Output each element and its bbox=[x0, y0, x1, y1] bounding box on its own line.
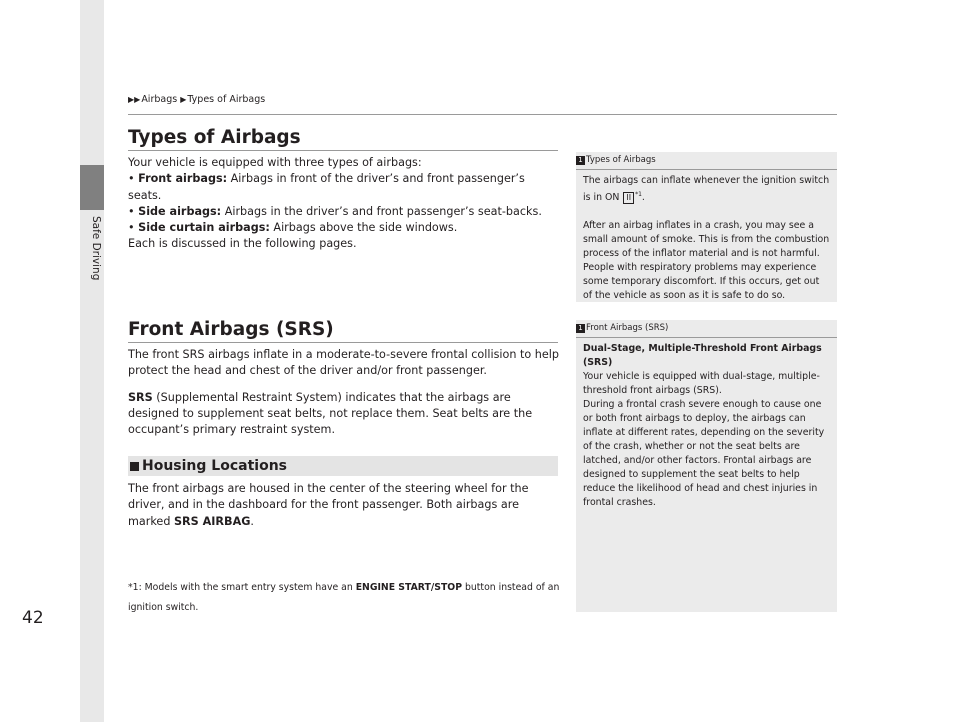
note-front-airbags bbox=[576, 320, 837, 612]
note1-number-icon: 1 bbox=[576, 156, 585, 165]
housing-para bbox=[128, 481, 560, 530]
bullet-side-text: Airbags in the driver’s and front passenger’s seat-backs. bbox=[221, 204, 542, 218]
bullet-front-text: Airbags in front of the driver’s and front passenger’s seats. bbox=[128, 172, 525, 202]
note1-rule bbox=[576, 169, 837, 170]
header-rule bbox=[128, 114, 837, 115]
front-para1: The front SRS airbags inflate in a moderate-to-severe frontal collision to help protect the head and chest of the driver and/or front passenger. bbox=[128, 348, 559, 378]
note2-rule bbox=[576, 337, 837, 338]
bullet-front-label: Front airbags: bbox=[138, 172, 228, 186]
note1-title[interactable]: Types of Airbags bbox=[586, 155, 656, 165]
note2-body bbox=[583, 342, 831, 510]
breadcrumb-current: Types of Airbags bbox=[187, 94, 266, 105]
bullet-front: • Front airbags: Airbags in front of the driver’s and front passenger’s seats. bbox=[128, 172, 525, 202]
note1-header bbox=[576, 155, 656, 165]
page-number: 42 bbox=[22, 608, 44, 628]
housing-para-end: . bbox=[250, 514, 254, 528]
footnote-bold: ENGINE START/STOP bbox=[355, 582, 463, 593]
types-heading: Types of Airbags bbox=[128, 127, 301, 148]
types-heading-rule bbox=[128, 150, 558, 151]
types-outro: Each is discussed in the following pages. bbox=[128, 237, 357, 251]
housing-title: Housing Locations bbox=[142, 458, 287, 474]
note2-number-icon: 1 bbox=[576, 324, 585, 333]
breadcrumb-section-link[interactable]: Airbags bbox=[141, 94, 178, 105]
note-types-of-airbags bbox=[576, 152, 837, 302]
note1-line1-end: . bbox=[641, 192, 645, 204]
note2-title[interactable]: Front Airbags (SRS) bbox=[586, 323, 669, 333]
front-heading: Front Airbags (SRS) bbox=[128, 319, 334, 340]
breadcrumb bbox=[128, 94, 265, 105]
srs-airbag-bold: SRS AIRBAG bbox=[173, 514, 251, 528]
footnote-suffix: button instead of an ignition switch. bbox=[128, 582, 560, 613]
note2-para1: Your vehicle is equipped with dual-stage, multiple-threshold front airbags (SRS). bbox=[583, 371, 820, 396]
bullet-side: • Side airbags: Airbags in the driver’s and front passenger’s seat-backs. bbox=[128, 204, 542, 218]
breadcrumb-separator-icon: ▶ bbox=[180, 95, 187, 104]
bullet-side-label: Side airbags: bbox=[138, 204, 222, 218]
note2-header bbox=[576, 323, 668, 333]
front-body bbox=[128, 347, 560, 438]
types-body bbox=[128, 155, 560, 253]
side-tab-label: Safe Driving bbox=[90, 216, 102, 281]
housing-section-bar bbox=[128, 456, 558, 476]
side-tab-marker bbox=[80, 165, 104, 210]
housing-body bbox=[128, 481, 560, 530]
section-square-icon bbox=[130, 462, 139, 471]
housing-para-text: The front airbags are housed in the center of the steering wheel for the driver, and in the dashboard for the front passenger. Both airbags are marked bbox=[128, 482, 529, 528]
note2-para2: During a frontal crash severe enough to cause one or both front airbags to deploy, the airbags can inflate at different rates, depending on the severity of the crash, whether or not the seat belts are latched, and/or other factors. Frontal airbags are designed to supplement the seat belts to help reduce the likelihood of head and chest injuries in frontal crashes. bbox=[583, 399, 825, 508]
bullet-curtain-text: Airbags above the side windows. bbox=[269, 221, 458, 235]
note1-footnote-ref[interactable]: *1 bbox=[635, 191, 642, 198]
front-para2 bbox=[128, 390, 560, 439]
front-para2-text: (Supplemental Restraint System) indicates that the airbags are designed to supplement seat belts, not replace them. Seat belts are the occupant’s primary restraint system. bbox=[128, 390, 533, 437]
footnote bbox=[128, 578, 568, 618]
note1-line1-text: The airbags can inflate whenever the ignition switch is in ON bbox=[583, 175, 830, 204]
note2-bold-heading: Dual-Stage, Multiple-Threshold Front Airbags (SRS) bbox=[583, 343, 822, 368]
note1-body bbox=[583, 174, 831, 303]
bullet-curtain-label: Side curtain airbags: bbox=[138, 221, 270, 235]
types-intro: Your vehicle is equipped with three types of airbags: bbox=[128, 156, 422, 169]
note1-line1 bbox=[583, 174, 831, 205]
side-tab bbox=[80, 0, 104, 722]
breadcrumb-arrow-icon: ▶▶ bbox=[128, 95, 141, 104]
ignition-key-icon: II bbox=[623, 192, 634, 204]
bullet-curtain: • Side curtain airbags: Airbags above the side windows. bbox=[128, 221, 458, 235]
footnote-prefix: *1: Models with the smart entry system have an bbox=[128, 582, 356, 593]
srs-bold: SRS bbox=[128, 390, 153, 404]
front-heading-rule bbox=[128, 342, 558, 343]
note1-para2: After an airbag inflates in a crash, you may see a small amount of smoke. This is from the combustion process of the inflator material and is not harmful. People with respiratory problems may experience some temporary discomfort. If this occurs, get out of the vehicle as soon as it is safe to do so. bbox=[583, 220, 830, 302]
